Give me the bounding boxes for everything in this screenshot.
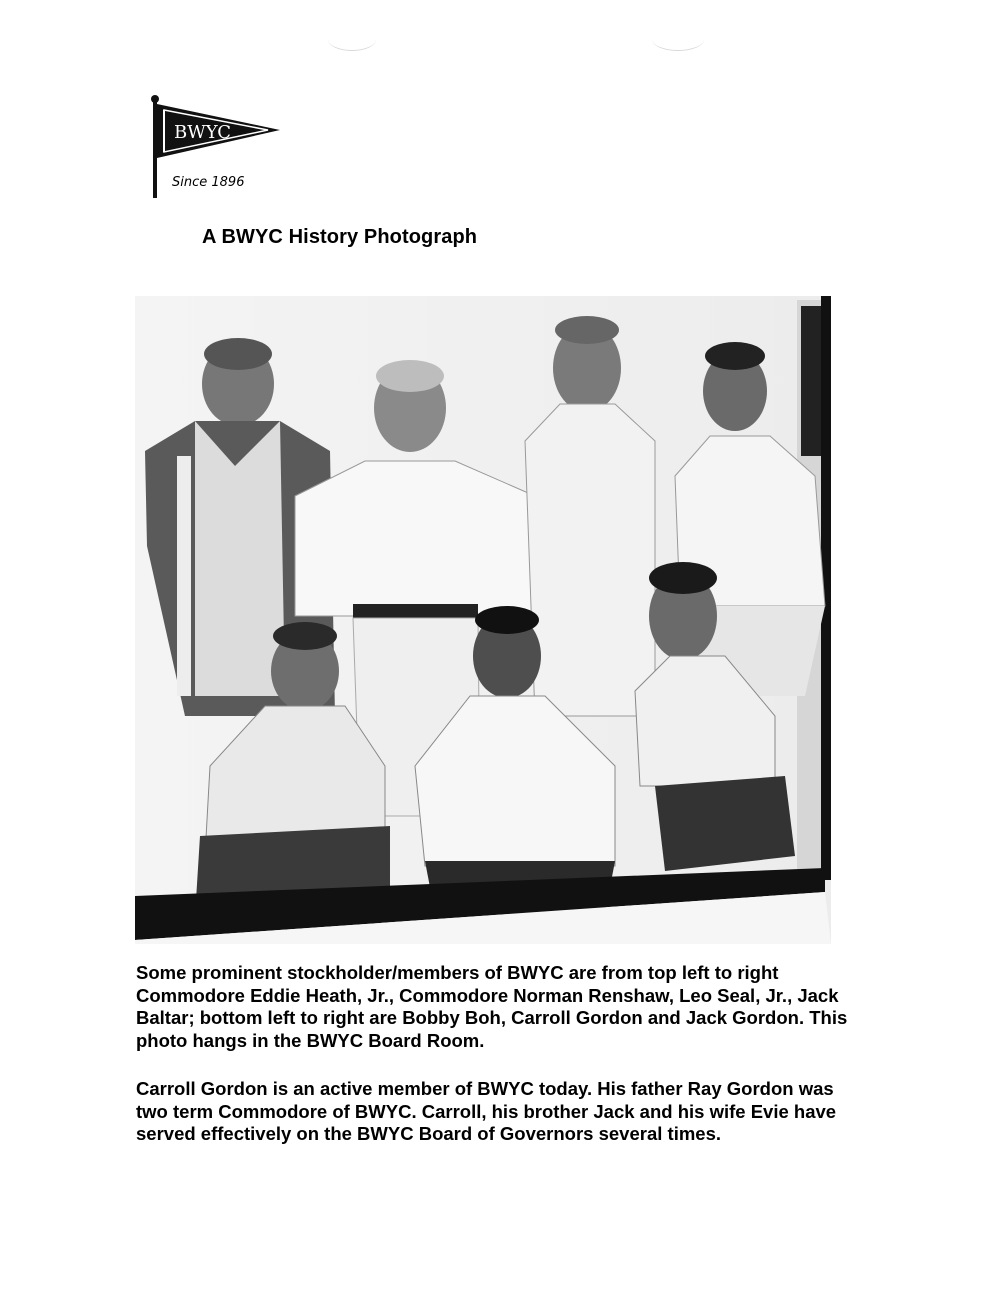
since-label: Since 1896: [172, 175, 245, 190]
pennant-text: BWYC: [174, 122, 232, 143]
scan-artifact: [328, 28, 376, 51]
caption-text-1: Some prominent stockholder/members of BWYC are from top left to right Commodore Eddie Heath, Jr., Commodore Norman Renshaw, Leo Seal, Jr., Jack Baltar; bottom left to right are Bobby Boh, Carroll Gordon and Jack Gordon. This photo hangs in the BWYC Board Room.: [136, 962, 848, 1051]
caption-text-2: Carroll Gordon is an active member of BWYC today. His father Ray Gordon was two term Commodore of BWYC. Carroll, his brother Jack and his wife Evie have served effectively on the BWYC Board of Governors several times.: [136, 1078, 837, 1145]
group-photograph: [135, 296, 831, 944]
page-title: A BWYC History Photograph: [202, 226, 478, 248]
scan-artifact: [652, 28, 704, 51]
caption-paragraph-1: [136, 962, 866, 1052]
caption-paragraph-2: [136, 1078, 866, 1146]
